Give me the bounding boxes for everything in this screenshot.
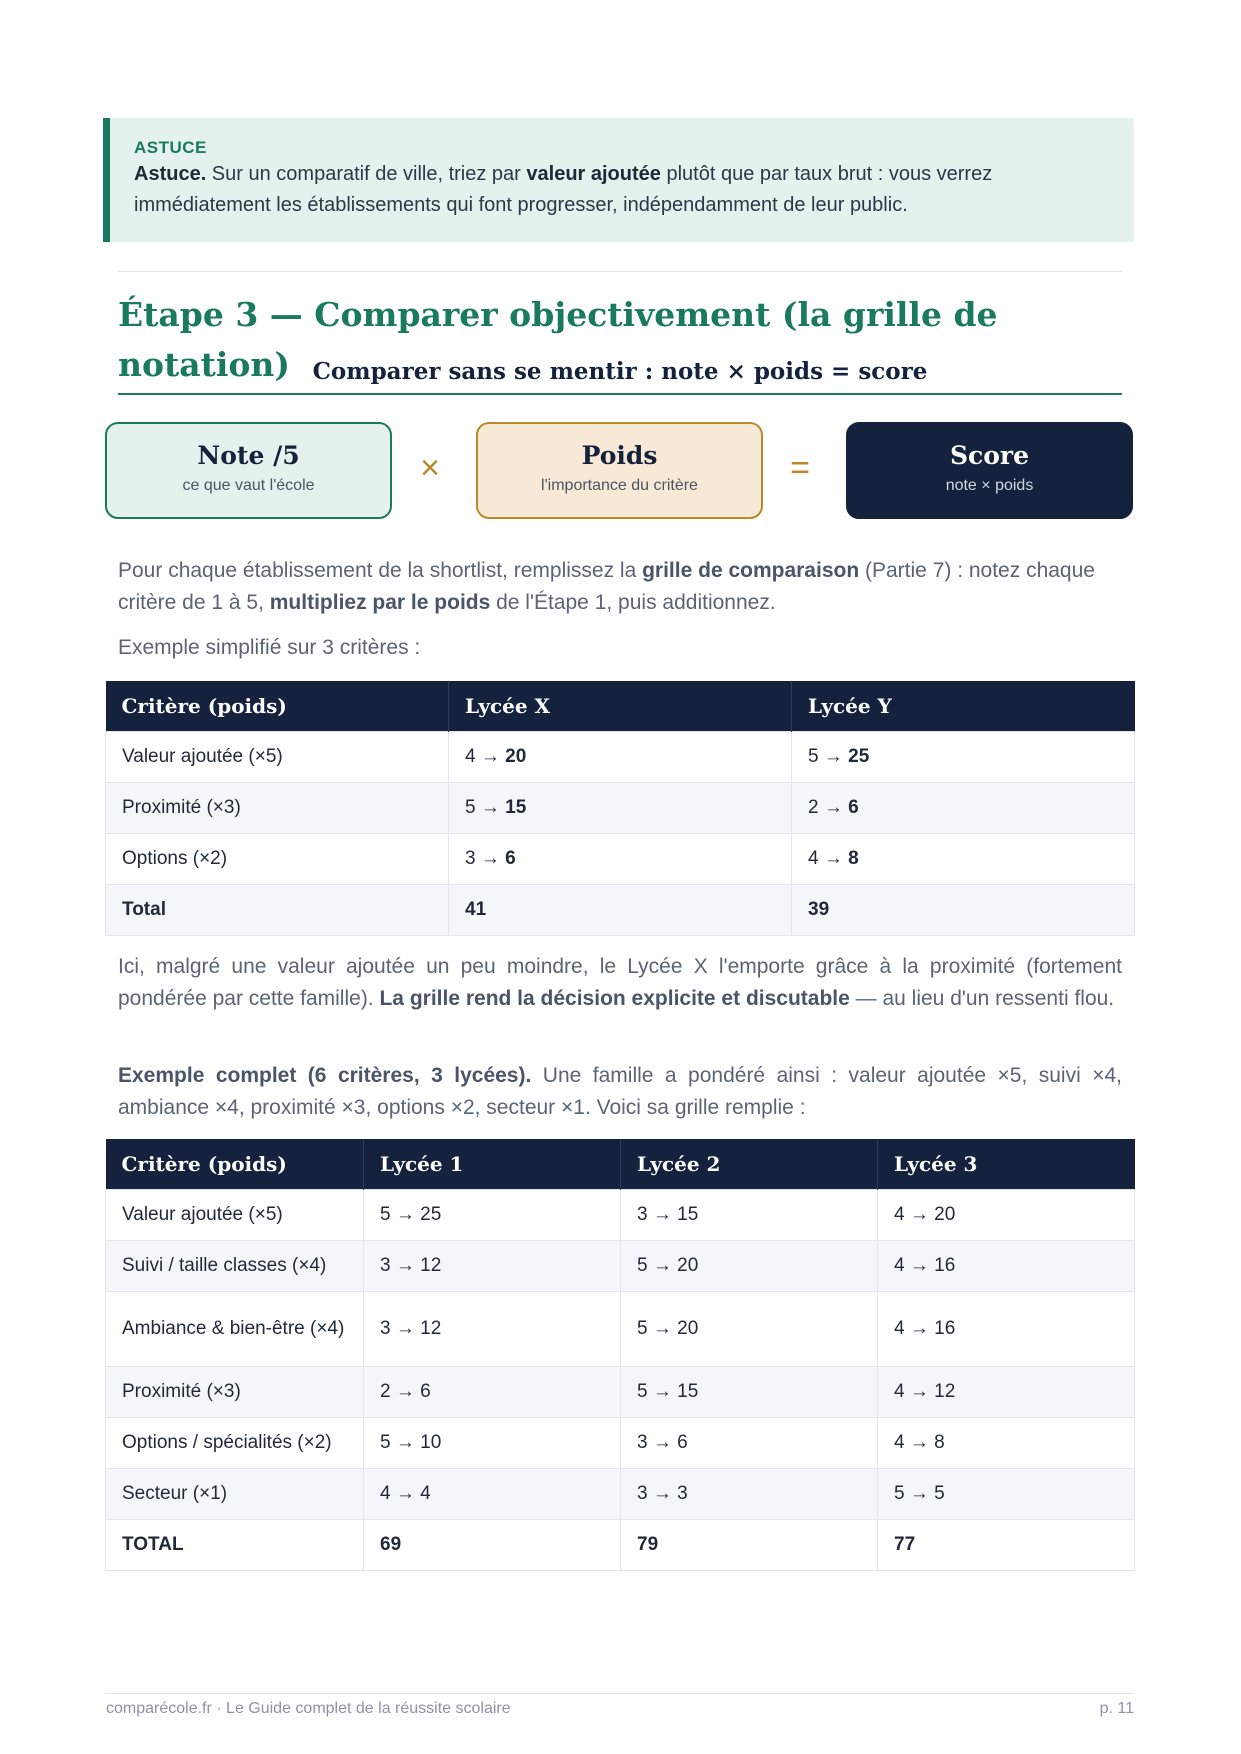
- table-cell: 4 → 20: [878, 1190, 1135, 1241]
- section-title: Étape 3 — Comparer objectivement (la grille de notation): [118, 290, 1122, 395]
- table-row: [106, 1241, 1135, 1292]
- table-header: Critère (poids): [106, 1139, 364, 1190]
- tip-label: ASTUCE: [134, 138, 207, 157]
- table-header: Critère (poids): [106, 681, 449, 732]
- table-cell: Proximité (×3): [106, 783, 449, 834]
- table-cell: 5 → 25: [364, 1190, 621, 1241]
- table-row: [106, 1292, 1135, 1367]
- tip-bold: valeur ajoutée: [526, 163, 661, 185]
- table-cell: Valeur ajoutée (×5): [106, 732, 449, 783]
- poids-box-title: Poids: [581, 441, 658, 470]
- tip-text: Astuce. Sur un comparatif de ville, triez par valeur ajoutée plutôt que par taux brut : vous verrez immédiatement les établissements qui font progresser, indépendamment de leur public.: [134, 163, 993, 216]
- table-cell: 79: [621, 1520, 878, 1571]
- table-header: Lycée 3: [878, 1139, 1135, 1190]
- poids-box-subtitle: l'importance du critère: [541, 477, 698, 494]
- table-total-row: [106, 1520, 1135, 1571]
- table-cell: Suivi / taille classes (×4): [106, 1241, 364, 1292]
- note-box: [105, 422, 392, 519]
- poids-box: [476, 422, 763, 519]
- example-intro: Exemple simplifié sur 3 critères :: [118, 636, 421, 659]
- table-cell: 4 → 20: [449, 732, 792, 783]
- table-cell: 4 → 12: [878, 1367, 1135, 1418]
- table-cell: Total: [106, 885, 449, 936]
- divider: [118, 271, 1122, 272]
- analysis-paragraph: Ici, malgré une valeur ajoutée un peu moindre, le Lycée X l'emporte grâce à la proximité (fortement pondérée par cette famille). La grille rend la décision explicite et discutable — au lieu d'un ressenti flou.: [118, 955, 1122, 1010]
- tip-callout: [103, 118, 1134, 242]
- table-row: [106, 1418, 1135, 1469]
- table-cell: 5 → 25: [792, 732, 1135, 783]
- table-cell: Valeur ajoutée (×5): [106, 1190, 364, 1241]
- footer-divider: [105, 1693, 1134, 1694]
- table-cell: 5 → 10: [364, 1418, 621, 1469]
- table-cell: 4 → 8: [878, 1418, 1135, 1469]
- table-header: Lycée X: [449, 681, 792, 732]
- full-comparison-table: [105, 1139, 1135, 1571]
- table-header: Lycée 2: [621, 1139, 878, 1190]
- table-header: Lycée Y: [792, 681, 1135, 732]
- table-row: [106, 1367, 1135, 1418]
- table-cell: 69: [364, 1520, 621, 1571]
- table-cell: 5 → 15: [621, 1367, 878, 1418]
- table-cell: 41: [449, 885, 792, 936]
- multiply-operator: ×: [420, 449, 440, 487]
- table-cell: 4 → 16: [878, 1292, 1135, 1367]
- full-example-paragraph: Exemple complet (6 critères, 3 lycées). Une famille a pondéré ainsi : valeur ajoutée ×5, suivi ×4, ambiance ×4, proximité ×3, options ×2, secteur ×1. Voici sa grille remplie :: [118, 1064, 1122, 1119]
- table-cell: 5 → 20: [621, 1241, 878, 1292]
- table-cell: 4 → 16: [878, 1241, 1135, 1292]
- table-cell: Ambiance & bien-être (×4): [106, 1292, 364, 1367]
- table-cell: 3 → 15: [621, 1190, 878, 1241]
- formula-title: Comparer sans se mentir : note × poids = score: [312, 358, 928, 385]
- tip-lead: Astuce.: [134, 163, 207, 185]
- table-cell: 5 → 15: [449, 783, 792, 834]
- score-box: [846, 422, 1133, 519]
- table-cell: 77: [878, 1520, 1135, 1571]
- table-cell: 2 → 6: [364, 1367, 621, 1418]
- note-box-subtitle: ce que vaut l'école: [182, 477, 315, 494]
- table-row: [106, 1190, 1135, 1241]
- page-number: p. 11: [1099, 1700, 1134, 1717]
- table-cell: 39: [792, 885, 1135, 936]
- note-box-title: Note /5: [197, 441, 300, 470]
- table-cell: Proximité (×3): [106, 1367, 364, 1418]
- table-row: [106, 783, 1135, 834]
- table-header-row: [106, 1139, 1135, 1190]
- table-row: [106, 1469, 1135, 1520]
- equals-operator: =: [790, 449, 810, 487]
- score-box-subtitle: note × poids: [945, 477, 1034, 494]
- table-cell: 3 → 6: [621, 1418, 878, 1469]
- table-cell: Options / spécialités (×2): [106, 1418, 364, 1469]
- table-total-row: [106, 885, 1135, 936]
- table-header: Lycée 1: [364, 1139, 621, 1190]
- table-cell: 4 → 8: [792, 834, 1135, 885]
- table-cell: 5 → 20: [621, 1292, 878, 1367]
- table-row: [106, 834, 1135, 885]
- table-cell: 3 → 12: [364, 1241, 621, 1292]
- table-cell: 3 → 12: [364, 1292, 621, 1367]
- table-cell: Options (×2): [106, 834, 449, 885]
- simple-comparison-table: [105, 681, 1135, 936]
- table-cell: 3 → 3: [621, 1469, 878, 1520]
- intro-paragraph: Pour chaque établissement de la shortlist, remplissez la grille de comparaison (Partie 7) : notez chaque critère de 1 à 5, multipliez par le poids de l'Étape 1, puis additionnez.: [118, 559, 1095, 614]
- table-cell: 3 → 6: [449, 834, 792, 885]
- table-row: [106, 732, 1135, 783]
- table-cell: 2 → 6: [792, 783, 1135, 834]
- table-cell: 4 → 4: [364, 1469, 621, 1520]
- table-cell: TOTAL: [106, 1520, 364, 1571]
- table-cell: 5 → 5: [878, 1469, 1135, 1520]
- table-header-row: [106, 681, 1135, 732]
- table-cell: Secteur (×1): [106, 1469, 364, 1520]
- footer-source: comparécole.fr · Le Guide complet de la réussite scolaire: [106, 1700, 511, 1717]
- score-box-title: Score: [949, 441, 1030, 470]
